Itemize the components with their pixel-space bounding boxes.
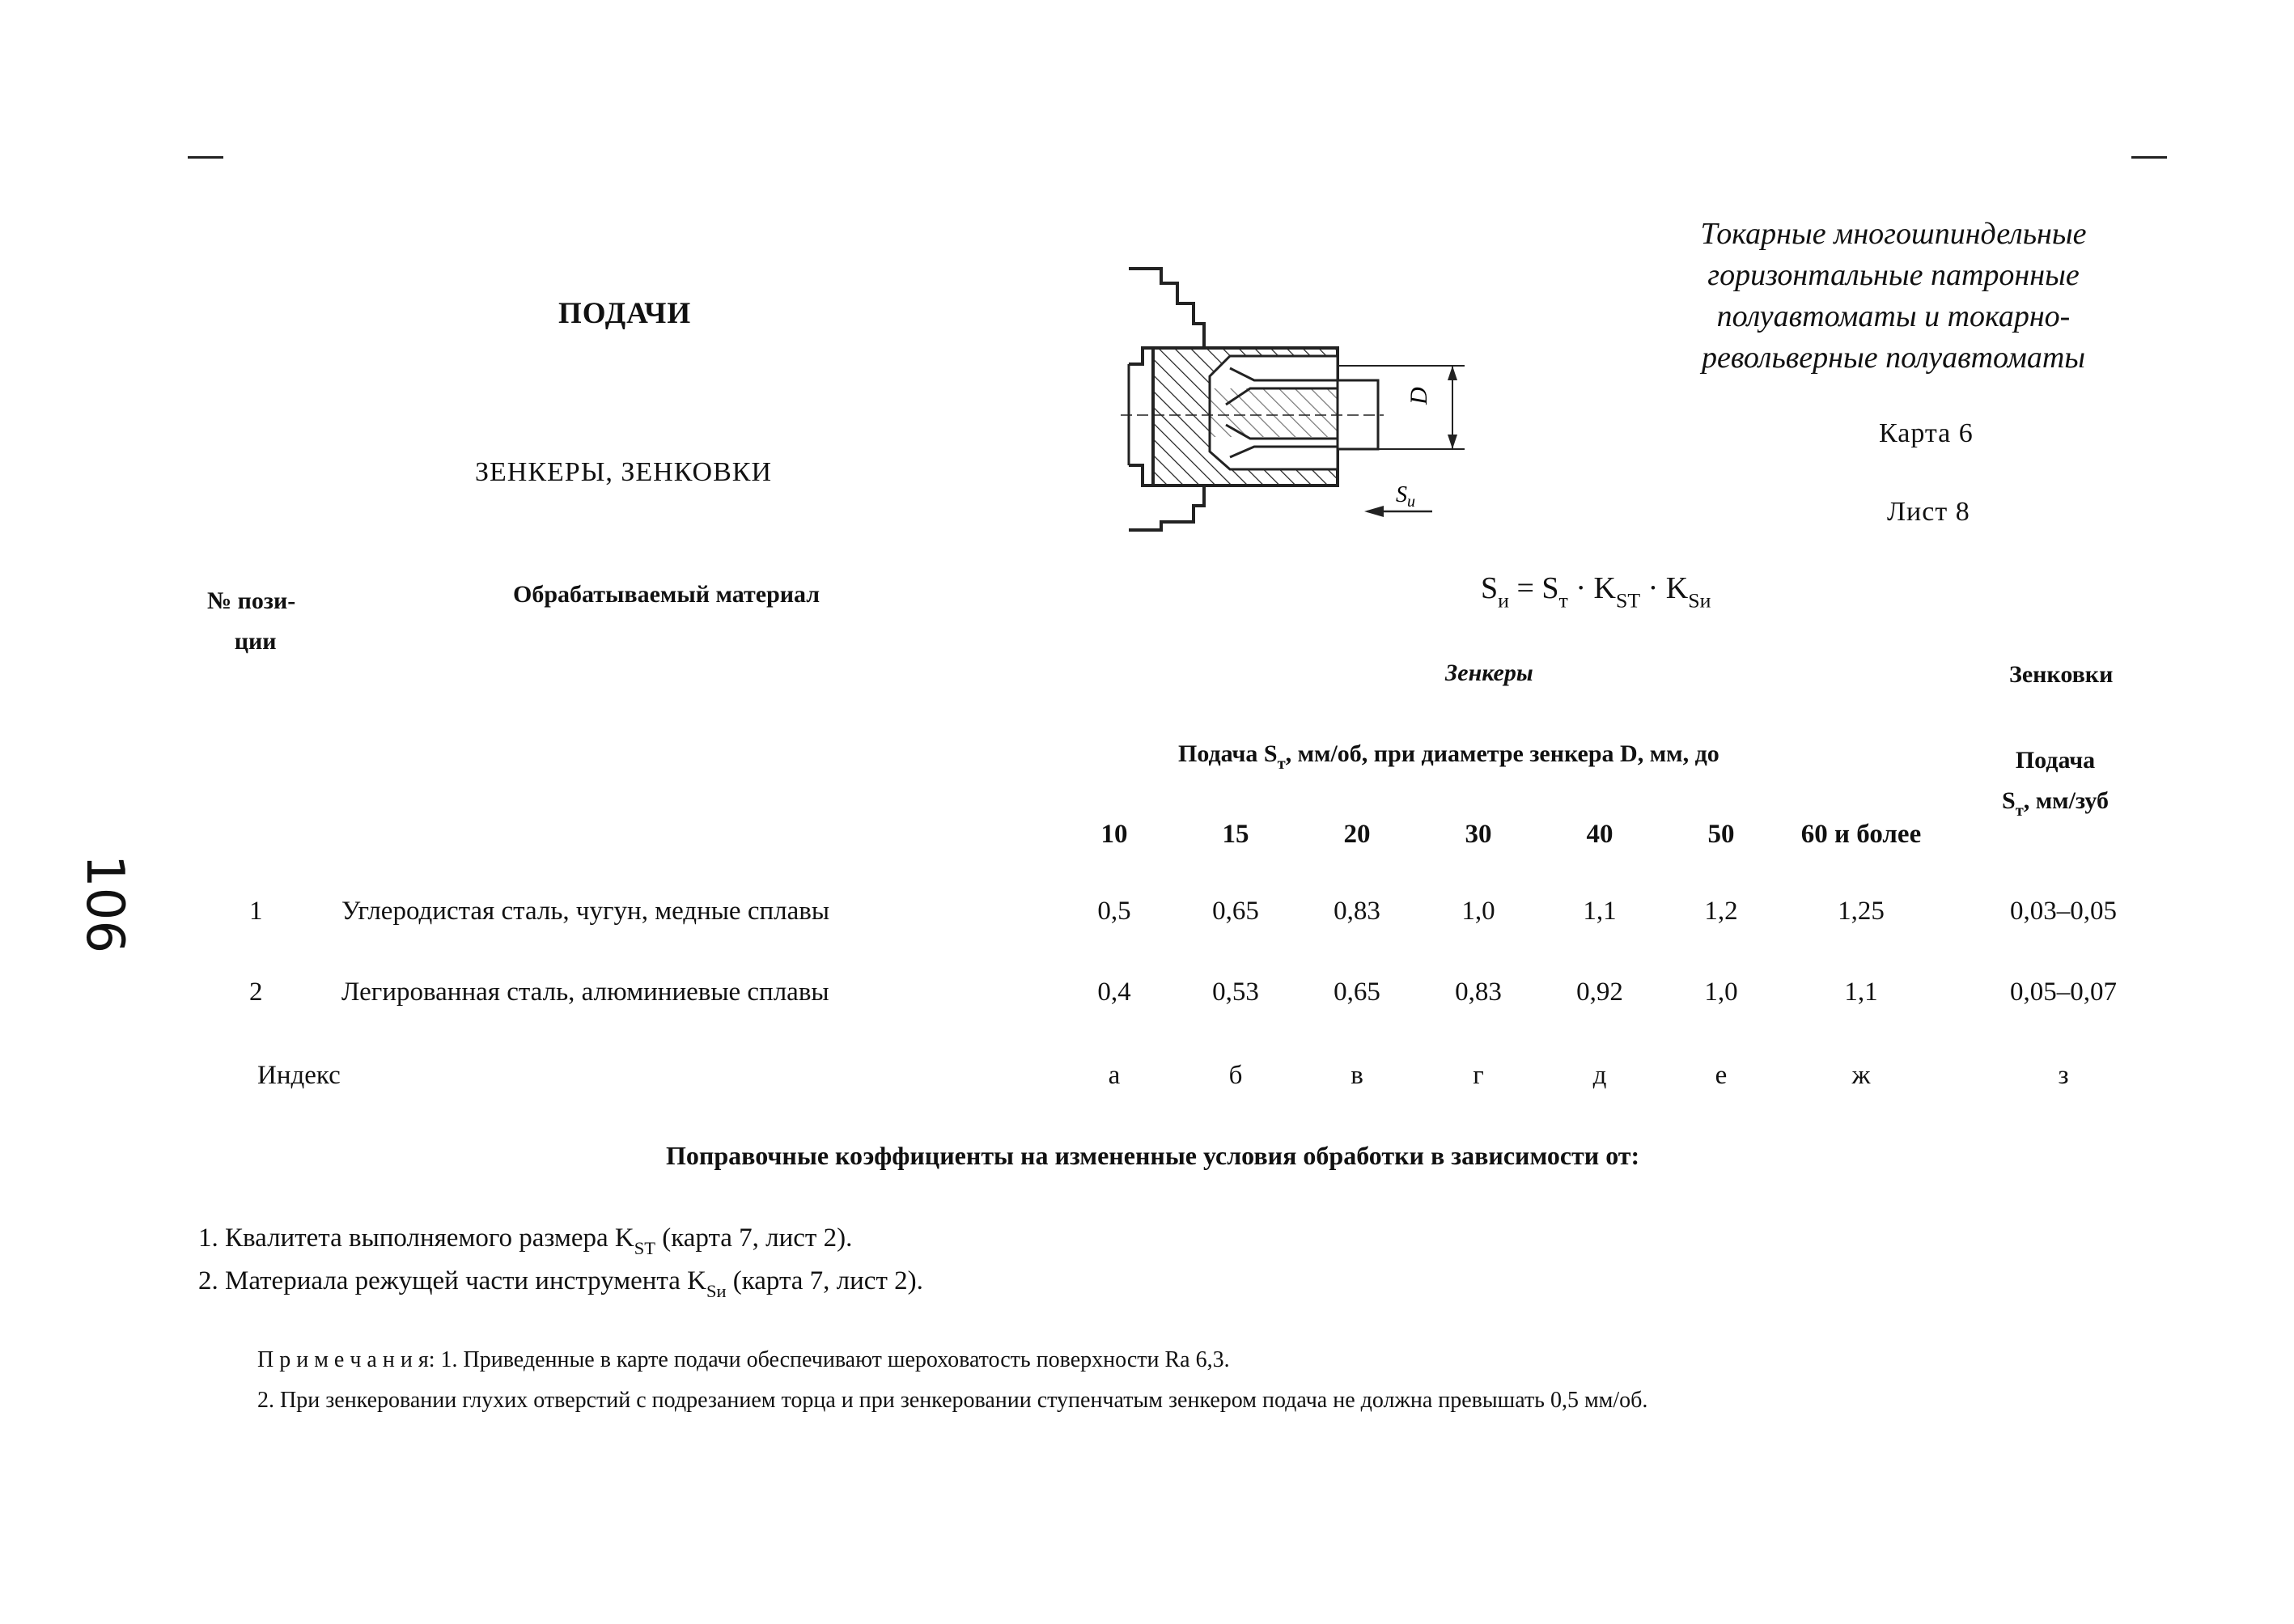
table-cell: 1,25 <box>1838 897 1885 926</box>
index-cell: д <box>1592 1061 1607 1090</box>
col-header-material: Обрабатываемый материал <box>513 581 820 608</box>
group-header-zenkers: Зенкеры <box>1445 659 1533 686</box>
corner-mark-left <box>188 156 223 159</box>
page-subtitle: ЗЕНКЕРЫ, ЗЕНКОВКИ <box>475 457 773 487</box>
row-position: 1 <box>249 897 263 926</box>
countersink-diagram <box>1109 267 1481 534</box>
corner-mark-right <box>2131 156 2167 159</box>
index-cell: б <box>1228 1061 1243 1090</box>
table-cell: 0,4 <box>1097 977 1131 1007</box>
table-cell: 0,83 <box>1455 977 1502 1007</box>
table-cell: 1,0 <box>1461 897 1495 926</box>
table-cell: 0,65 <box>1212 897 1259 926</box>
table-cell: 1,0 <box>1704 977 1738 1007</box>
diameter-header: 30 <box>1465 820 1492 849</box>
group-header-zenkovki: Зенковки <box>2009 661 2114 688</box>
notes-line-1: П р и м е ч а н и я: 1. Приведенные в карте подачи обеспечивают шероховатость поверхности Ra 6,3. <box>257 1347 1230 1372</box>
table-cell: 0,53 <box>1212 977 1259 1007</box>
col-header-position: № пози- ции <box>207 587 296 655</box>
table-cell: 0,92 <box>1576 977 1623 1007</box>
table-cell: 0,65 <box>1334 977 1380 1007</box>
correction-item-1: 1. Квалитета выполняемого размера $K_{ST}$ (карта 7, лист 2). <box>198 1223 853 1259</box>
diameter-header: 50 <box>1707 820 1735 849</box>
feed-formula: $S_и = S_т \cdot K_{ST} \cdot K_{Sи}$ <box>1481 571 1711 613</box>
index-cell: е <box>1715 1061 1728 1090</box>
feed-rate-header: Подача $S_т$, мм/об, при диаметре зенкера D, мм, до <box>1178 740 1719 774</box>
page-title: ПОДАЧИ <box>558 297 692 330</box>
table-cell: 1,1 <box>1844 977 1878 1007</box>
table-cell: 0,5 <box>1097 897 1131 926</box>
row-position: 2 <box>249 977 263 1007</box>
card-number: Карта 6 <box>1879 418 1974 448</box>
zenkovka-feed-cell: 0,03–0,05 <box>2010 897 2117 926</box>
machine-type-line4: револьверные полуавтоматы <box>1702 341 2085 375</box>
machine-type-heading <box>1667 214 2120 379</box>
feed-label: $S_и$ <box>1396 482 1415 511</box>
table-cell: 1,1 <box>1583 897 1617 926</box>
machine-type-line2: горизонтальные патронные <box>1707 258 2080 292</box>
sheet-number: Лист 8 <box>1887 497 1970 527</box>
diameter-header: 10 <box>1100 820 1128 849</box>
machine-type-line3: полуавтоматы и токарно- <box>1716 299 2071 333</box>
page-number: 106 <box>74 854 135 954</box>
index-cell: в <box>1351 1061 1363 1090</box>
diameter-header: 60 и более <box>1800 820 1922 849</box>
diameter-label: D <box>1406 387 1432 405</box>
index-row-label: Индекс <box>257 1061 341 1090</box>
diameter-header: 20 <box>1343 820 1371 849</box>
notes-line-2: 2. При зенкеровании глухих отверстий с подрезанием торца и при зенкеровании ступенчатым зенкером подача не должна превышать 0,5 мм/об. <box>257 1388 1648 1413</box>
row-material: Углеродистая сталь, чугун, медные сплавы <box>341 897 829 926</box>
zenkovka-feed-cell: 0,05–0,07 <box>2010 977 2117 1007</box>
diameter-header: 40 <box>1586 820 1613 849</box>
machine-type-line1: Токарные многошпиндельные <box>1700 217 2087 251</box>
correction-item-2: 2. Материала режущей части инструмента $K_{Sи}$ (карта 7, лист 2). <box>198 1266 923 1302</box>
table-cell: 1,2 <box>1704 897 1738 926</box>
corrections-heading: Поправочные коэффициенты на измененные условия обработки в зависимости от: <box>666 1141 1640 1170</box>
diameter-header: 15 <box>1222 820 1249 849</box>
index-cell: а <box>1108 1061 1121 1090</box>
index-cell: г <box>1473 1061 1484 1090</box>
index-cell: ж <box>1851 1061 1871 1090</box>
table-cell: 0,83 <box>1334 897 1380 926</box>
zenkovka-feed-header: Подача $S_т$, мм/зуб <box>2002 747 2109 820</box>
index-cell: з <box>2058 1061 2069 1090</box>
row-material: Легированная сталь, алюминиевые сплавы <box>341 977 829 1007</box>
